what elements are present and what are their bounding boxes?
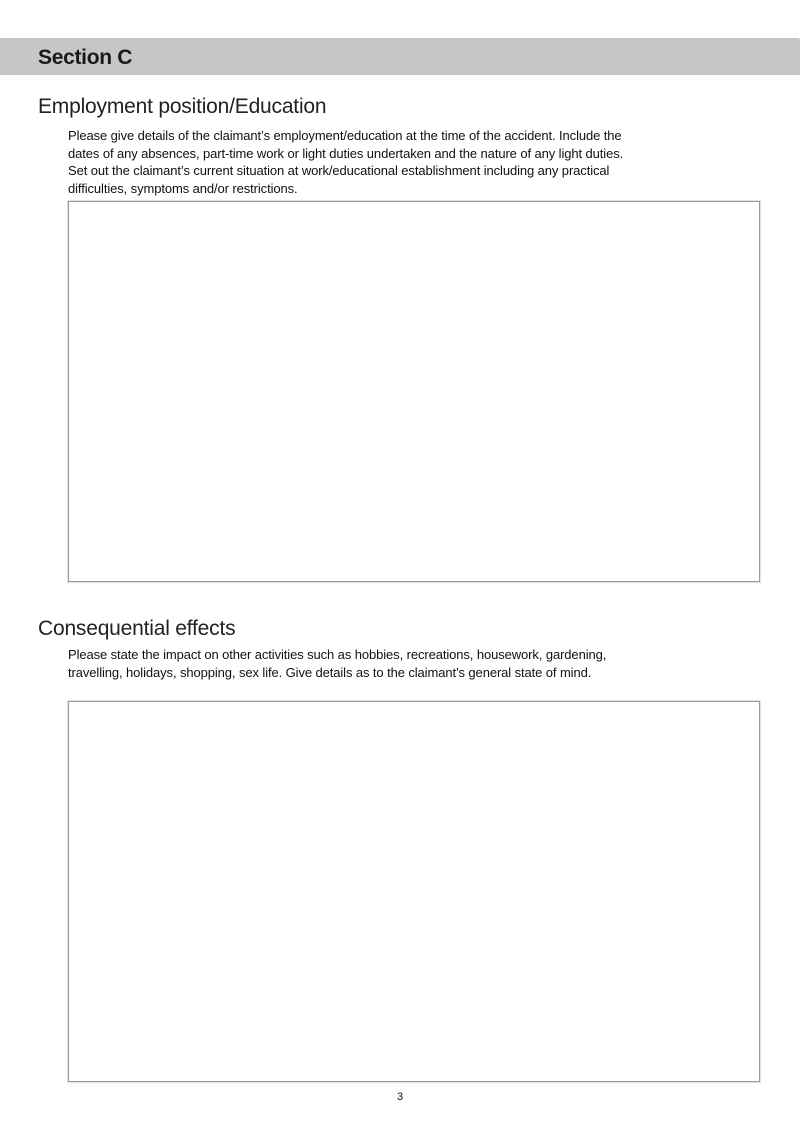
consequential-effects-instructions: Please state the impact on other activities such as hobbies, recreations, housework, gardening, travelling, holidays, shopping, sex life. Give details as to the claimant’s general state of mind. xyxy=(68,647,607,680)
section-title: Section C xyxy=(38,46,133,69)
employment-heading: Employment position/Education xyxy=(38,95,327,118)
consequential-effects-heading: Consequential effects xyxy=(38,617,236,640)
employment-answer-field[interactable] xyxy=(68,201,760,582)
page-number: 3 xyxy=(396,1091,404,1103)
employment-instructions: Please give details of the claimant’s employment/education at the time of the accident. Include the dates of any absences, part-time work or light duties undertaken and the nature of any light duties. Set out the claimant’s current situation at work/educational establishment including any practical difficulties, symptoms and/or restrictions. xyxy=(68,128,624,196)
section-header-band xyxy=(0,38,800,75)
consequential-effects-answer-field[interactable] xyxy=(68,701,760,1082)
